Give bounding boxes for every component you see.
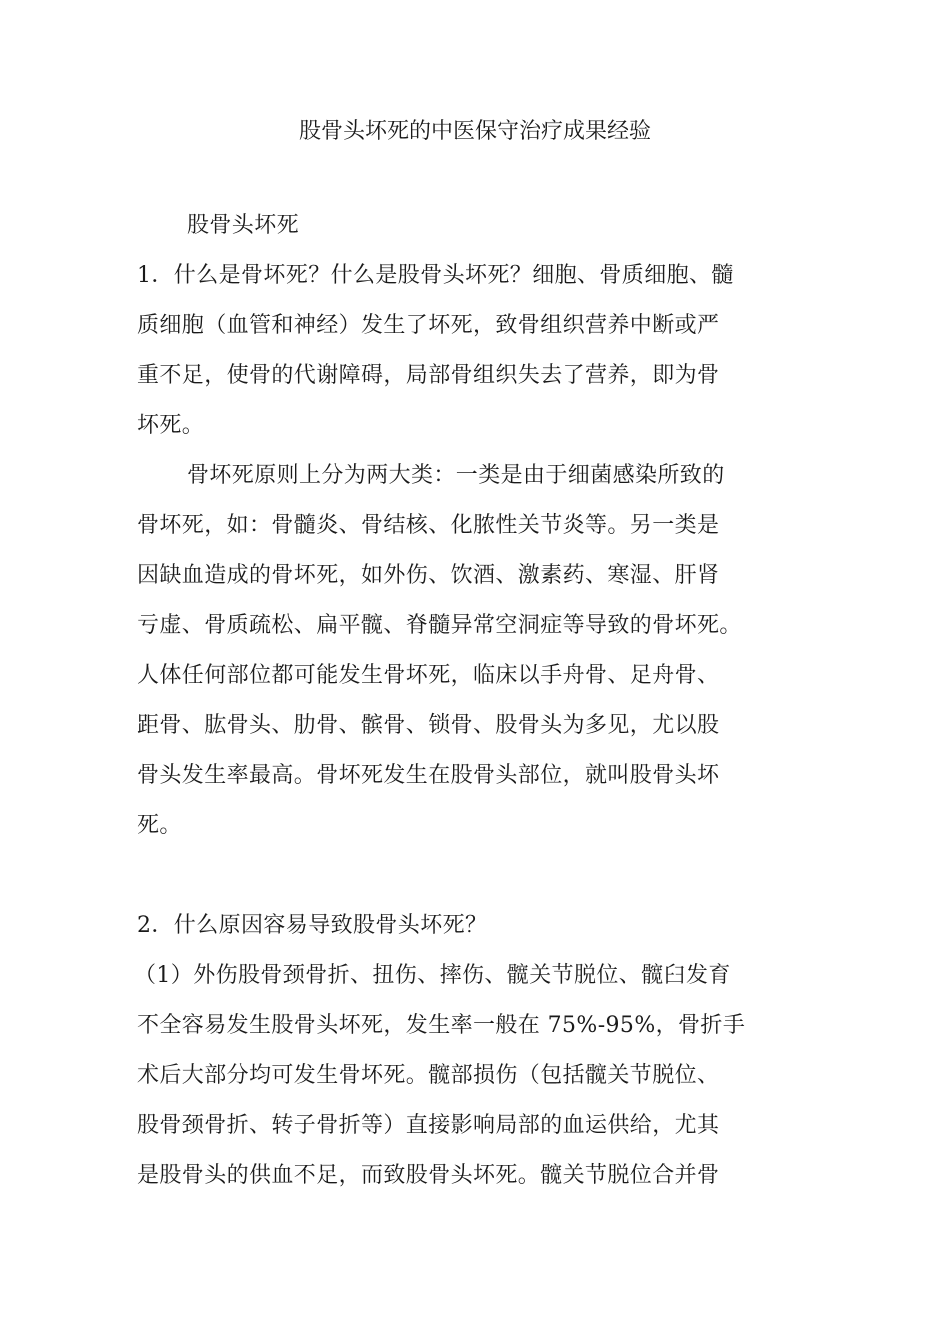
paragraph-line: 人体任何部位都可能发生骨坏死，临床以手舟骨、足舟骨、 <box>137 663 720 688</box>
paragraph-line: 骨坏死原则上分为两大类：一类是由于细菌感染所致的 <box>187 463 725 488</box>
section-heading: 2．什么原因容易导致股骨头坏死？ <box>137 913 488 938</box>
paragraph-line: 亏虚、骨质疏松、扁平髋、脊髓异常空洞症等导致的骨坏死。 <box>137 613 742 638</box>
paragraph-line: 死。 <box>137 813 182 838</box>
paragraph-line: 1．什么是骨坏死？什么是股骨头坏死？细胞、骨质细胞、髓 <box>137 263 734 288</box>
paragraph-line: 骨头发生率最高。骨坏死发生在股骨头部位，就叫股骨头坏 <box>137 763 720 788</box>
paragraph-line: 术后大部分均可发生骨坏死。髋部损伤（包括髋关节脱位、 <box>137 1063 720 1088</box>
paragraph-line: 股骨颈骨折、转子骨折等）直接影响局部的血运供给，尤其 <box>137 1113 720 1138</box>
paragraph-line: （1）外伤股骨颈骨折、扭伤、摔伤、髋关节脱位、髋臼发育 <box>134 963 731 988</box>
paragraph-line: 骨坏死，如：骨髓炎、骨结核、化脓性关节炎等。另一类是 <box>137 513 720 538</box>
paragraph-line: 不全容易发生股骨头坏死，发生率一般在 75%-95%，骨折手 <box>137 1013 746 1038</box>
document-title: 股骨头坏死的中医保守治疗成果经验 <box>298 119 651 144</box>
paragraph-line: 重不足，使骨的代谢障碍，局部骨组织失去了营养，即为骨 <box>137 363 720 388</box>
paragraph-line: 距骨、肱骨头、肋骨、髌骨、锁骨、股骨头为多见，尤以股 <box>137 713 720 738</box>
paragraph-line: 因缺血造成的骨坏死，如外伤、饮酒、激素药、寒湿、肝肾 <box>137 563 720 588</box>
section-heading: 股骨头坏死 <box>187 213 300 238</box>
paragraph-line: 坏死。 <box>137 413 205 438</box>
paragraph-line: 质细胞（血管和神经）发生了坏死，致骨组织营养中断或严 <box>137 313 720 338</box>
paragraph-line: 是股骨头的供血不足，而致股骨头坏死。髋关节脱位合并骨 <box>137 1163 720 1188</box>
